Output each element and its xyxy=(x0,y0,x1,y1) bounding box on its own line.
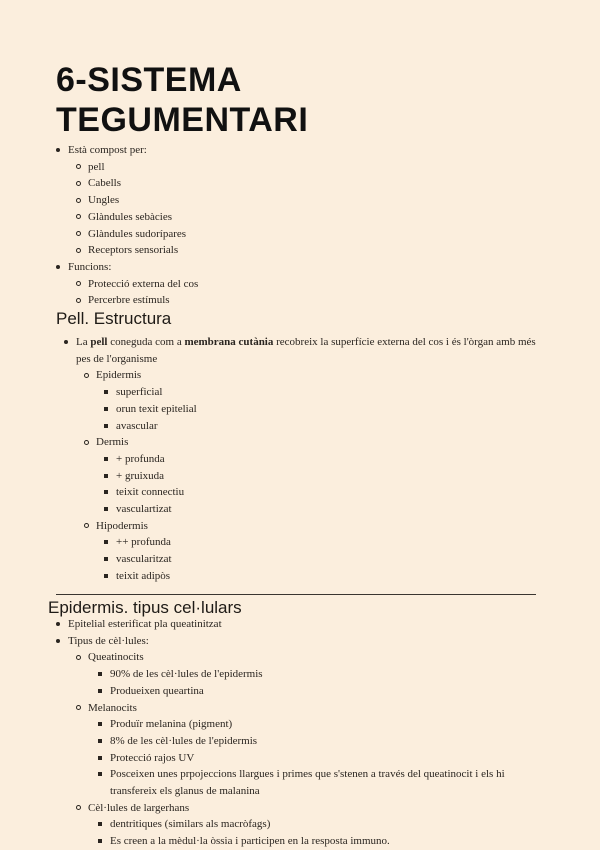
cell-type-item: Melanocits Produïr melanina (pigment) 8% de les cèl·lules de l'epidermis Protecció rajos UV Posceixen unes prpojeccions llargues i primes que s'stenen a través del queatinocit i els hi transfereix els glanus de malanina xyxy=(88,700,538,800)
list-item: vasculartizat xyxy=(116,501,536,518)
list-item: ++ profunda xyxy=(116,534,536,551)
compost-label: Està compost per: xyxy=(68,144,147,156)
section-heading-epidermis: Epidermis. tipus cel·lulars xyxy=(48,598,242,617)
list-item: Ungles xyxy=(88,192,198,209)
list-item xyxy=(68,142,198,259)
list-item: Cabells xyxy=(88,175,198,192)
cell-type-item: Queatinocits 90% de les cèl·lules de l'epidermis Produeixen queartina xyxy=(88,649,538,699)
list-item: superficial xyxy=(116,384,536,401)
list-item: + profunda xyxy=(116,451,536,468)
list-item: orun texit epitelial xyxy=(116,401,536,418)
list-item: Receptors sensorials xyxy=(88,242,198,259)
page-title: 6-SISTEMA TEGUMENTARI xyxy=(56,61,309,139)
list-item: 90% de les cèl·lules de l'epidermis xyxy=(110,666,538,683)
list-item: avascular xyxy=(116,418,536,435)
horizontal-divider xyxy=(56,594,536,595)
list-item: vascularitzat xyxy=(116,551,536,568)
list-item: Protecció rajos UV xyxy=(110,750,538,767)
list-item: Epitelial esterificat pla queatinitzat xyxy=(68,616,538,633)
section-heading-pell: Pell. Estructura xyxy=(56,309,172,328)
list-item: Es creen a la mèdul·la òssia i participen en la resposta immuno. xyxy=(110,833,538,850)
layer-item: Hipodermis ++ profunda vascularitzat teixit adipòs xyxy=(96,518,536,585)
list-item: Tipus de cèl·lules: Queatinocits 90% de les cèl·lules de l'epidermis Produeixen queartina Melanocits Produïr melanina (pigment) 8% de les cèl·lules de l'epidermis Protecció rajos UV Posceixen unes prpojeccions llargues i primes que s'stenen a través del queatinocit i els hi transfereix els glanus de malanina Cèl·lules de largerhans dentritiques (similars als macròfags) Es creen a la mèdul·la òssia i participen en la resposta immuno. xyxy=(68,633,538,850)
layer-item: Epidermis superficial orun texit epitelial avascular xyxy=(96,367,536,434)
layer-item: Dermis + profunda + gruixuda teixit connectiu vasculartizat xyxy=(96,434,536,518)
funcions-label: Funcions: xyxy=(68,260,112,273)
cell-type-item: Cèl·lules de largerhans dentritiques (similars als macròfags) Es creen a la mèdul·la òssia i participen en la resposta immuno. xyxy=(88,800,538,850)
list-item: Glàndules sebàcies xyxy=(88,209,198,226)
overview-list xyxy=(68,142,198,309)
list-item: teixit adipòs xyxy=(116,568,536,585)
list-item: Posceixen unes prpojeccions llargues i primes que s'stenen a través del queatinocit i els hi transfereix els glanus de malanina xyxy=(110,766,530,799)
pell-list xyxy=(76,334,536,585)
list-item: Glàndules sudorípares xyxy=(88,226,198,243)
list-item: pell xyxy=(88,159,198,176)
intro-text: La pell coneguda com a membrana cutània recobreix la superfície externa del cos i és l'òrgan amb més pes de l'organisme xyxy=(76,336,536,365)
list-item: Percerbre estímuls xyxy=(88,292,198,309)
list-item: dentritiques (similars als macròfags) xyxy=(110,816,538,833)
list-item: teixit connectiu xyxy=(116,484,536,501)
list-item: Protecció externa del cos xyxy=(88,276,198,293)
list-item xyxy=(68,259,198,309)
epidermis-list xyxy=(68,616,538,850)
list-item xyxy=(76,334,536,585)
list-item: Produïr melanina (pigment) xyxy=(110,716,538,733)
list-item: Produeixen queartina xyxy=(110,683,538,700)
list-item: + gruixuda xyxy=(116,468,536,485)
list-item: 8% de les cèl·lules de l'epidermis xyxy=(110,733,538,750)
